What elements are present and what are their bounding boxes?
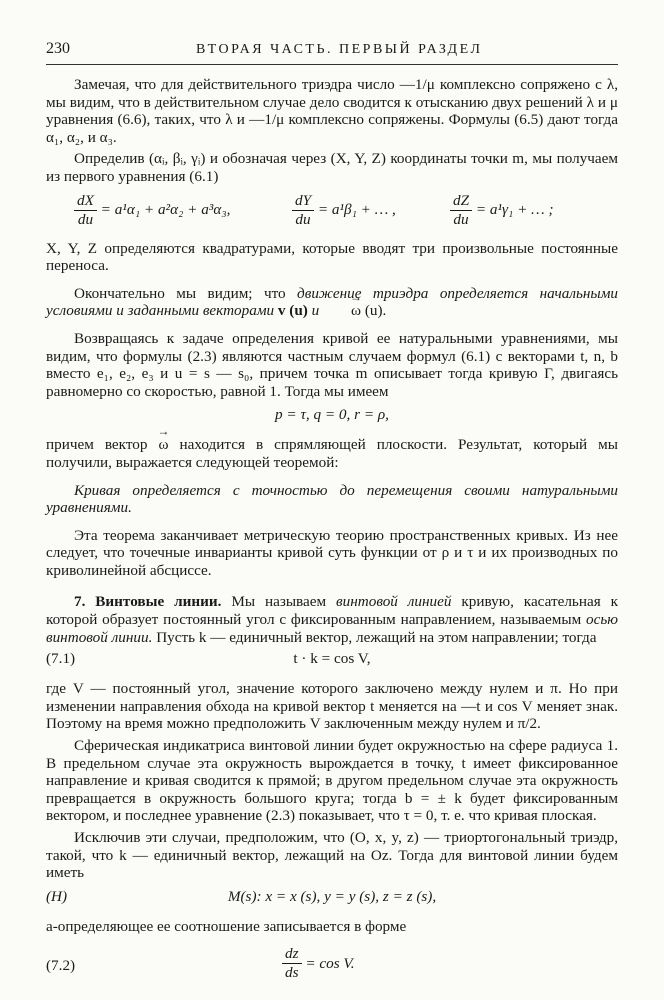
equation-label: (H) bbox=[46, 887, 68, 905]
running-title: ВТОРАЯ ЧАСТЬ. ПЕРВЫЙ РАЗДЕЛ bbox=[196, 42, 483, 57]
equation-label: (7.1) bbox=[46, 650, 76, 668]
equation-dz: $\frac{dZ}{du}$ = a¹γ₁ + … ; bbox=[450, 192, 554, 229]
omega-vector: → ω bbox=[323, 302, 361, 320]
header-rule bbox=[46, 64, 618, 65]
paragraph: Сферическая индикатриса винтовой линии будет окружностью на сфере радиуса 1. В предельном случае эта окружность вырождается в точку, t имеет фиксированное направление и кривая сводится к прямой; в другом предельном случае эта окружность превращается в окружность большого круга; тогда b = ± k будет фиксированным вектором, и последнее уравнение (2.3) показывает, что τ = 0, т. е. что кривая плоская. bbox=[46, 737, 618, 825]
paragraph: Исключив эти случаи, предположим, что (O, x, y, z) — триортогональный триэдр, такой, что k — единичный вектор, лежащий на Oz. Тогда для винтовой линии будем иметь bbox=[46, 829, 618, 882]
section-7-paragraph: 7. Винтовые линии. Мы называем винтовой линией кривую, касательная к которой образует постоянный угол с фиксированным направлением, называемым осью винтовой линии. Пусть k — единичный вектор, лежащий на этом направлении; тогда bbox=[46, 593, 618, 646]
equation-7-2: (7.2) $\frac{dz}{ds}$ = cos V. bbox=[46, 945, 355, 982]
equation-H: (H) M(s): x = x (s), y = y (s), z = z (s), bbox=[46, 887, 437, 905]
omega-vector: → ω bbox=[159, 436, 169, 454]
equation-dx: $\frac{dX}{du}$ = a¹α₁ + a²α₂ + a³α₃, bbox=[74, 192, 230, 229]
page-body bbox=[46, 76, 618, 989]
equation-label: (7.2) bbox=[46, 957, 76, 975]
theorem-statement: Кривая определяется с точностью до перемещения своими натуральными уравнениями. bbox=[46, 481, 618, 517]
paragraph: Возвращаясь к задаче определения кривой ее натуральными уравнениями, мы видим, что формулы (2.3) являются частным случаем формул (6.1) с векторами t, n, b вместо e₁, e₂, e₃ и u = s — s₀, причем точка m описывает тогда кривую Γ, двигаясь равномерно со скоростью, равной 1. Тогда мы имеем bbox=[46, 329, 618, 400]
section-heading: 7. Винтовые линии. bbox=[74, 593, 222, 611]
paragraph: причем вектор → ω находится в спрямляющей плоскости. Результат, который мы получили, выражается следующей теоремой: bbox=[46, 436, 618, 471]
paragraph: Определив (αᵢ, βᵢ, γᵢ) и обозначая через (X, Y, Z) координаты точки m, мы получаем из первого уравнения (6.1) bbox=[46, 150, 618, 185]
paragraph: Замечая, что для действительного триэдра число —1/μ комплексно сопряжено с λ, мы видим, что в действительном случае дело сводится к отысканию двух решений λ и μ уравнения (6.6), таких, что λ и —1/μ комплексно сопряжены. Формулы (6.5) дают тогда α₁, α₂, и α₃. bbox=[46, 76, 618, 146]
equation-6-1-expanded bbox=[46, 192, 618, 236]
paragraph: Окончательно мы видим; что движение триэдра определяется начальными условиями и заданными векторами v (u) и → ω (u). bbox=[46, 285, 618, 320]
equation-dy: $\frac{dY}{du}$ = a¹β₁ + … , bbox=[292, 192, 396, 229]
paragraph: а-определяющее ее соотношение записывается в форме bbox=[46, 917, 407, 935]
equation-p-q-r: p = τ, q = 0, r = ρ, bbox=[275, 406, 389, 424]
paragraph: X, Y, Z определяются квадратурами, которые вводят три произвольные постоянные переноса. bbox=[46, 239, 618, 275]
paragraph: Эта теорема заканчивает метрическую теорию пространственных кривых. Из нее следует, что точечные инварианты кривой суть функции от ρ и τ и их производных по криволинейной абсциссе. bbox=[46, 526, 618, 579]
page-number: 230 bbox=[46, 40, 70, 57]
paragraph: где V — постоянный угол, значение которого заключено между нулем и π. Но при изменении направления обхода на кривой вектор t меняется на —t и cos V меняет знак. Поэтому на время можно предположить V заключенным между нулем и π/2. bbox=[46, 680, 618, 733]
page-header bbox=[46, 40, 618, 62]
equation-7-1: (7.1) t · k = cos V, bbox=[46, 650, 371, 668]
